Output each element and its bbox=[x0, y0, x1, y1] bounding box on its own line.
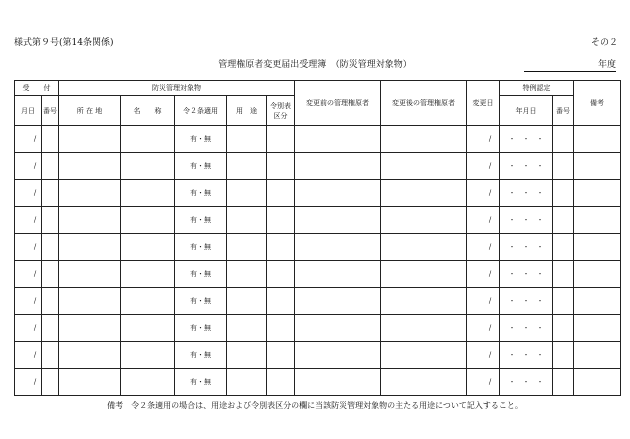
table-row bbox=[15, 234, 621, 261]
cell-remarks[interactable] bbox=[574, 126, 621, 153]
cell-change-date[interactable]: / bbox=[467, 126, 500, 153]
table-row bbox=[15, 369, 621, 396]
cell-prev-owner[interactable] bbox=[295, 369, 381, 396]
cell-remarks[interactable] bbox=[574, 288, 621, 315]
cell-special-date[interactable]: ・ ・ ・ bbox=[500, 288, 553, 315]
ledger-table bbox=[14, 80, 621, 396]
cell-number[interactable] bbox=[42, 207, 59, 234]
table-row bbox=[15, 261, 621, 288]
cell-usage[interactable] bbox=[227, 315, 267, 342]
cell-article2[interactable]: 有・無 bbox=[175, 369, 227, 396]
cell-change-date[interactable]: / bbox=[467, 261, 500, 288]
cell-location[interactable] bbox=[59, 315, 121, 342]
cell-usage[interactable] bbox=[227, 207, 267, 234]
group-header-row bbox=[15, 81, 621, 96]
cell-article2[interactable]: 有・無 bbox=[175, 207, 227, 234]
header-remarks: 備考 bbox=[574, 81, 621, 126]
cell-usage[interactable] bbox=[227, 342, 267, 369]
cell-usage[interactable] bbox=[227, 288, 267, 315]
header-special-approval: 特例認定 bbox=[500, 81, 574, 96]
cell-new-owner[interactable] bbox=[381, 234, 467, 261]
cell-usage-class[interactable] bbox=[267, 180, 295, 207]
cell-month-day[interactable]: / bbox=[15, 126, 42, 153]
cell-month-day[interactable]: / bbox=[15, 315, 42, 342]
cell-remarks[interactable] bbox=[574, 342, 621, 369]
cell-usage-class[interactable] bbox=[267, 288, 295, 315]
cell-prev-owner[interactable] bbox=[295, 126, 381, 153]
header-location: 所 在 地 bbox=[59, 96, 121, 126]
cell-special-number[interactable] bbox=[553, 207, 574, 234]
cell-month-day[interactable]: / bbox=[15, 261, 42, 288]
cell-prev-owner[interactable] bbox=[295, 234, 381, 261]
cell-article2[interactable]: 有・無 bbox=[175, 261, 227, 288]
cell-usage-class[interactable] bbox=[267, 369, 295, 396]
cell-special-number[interactable] bbox=[553, 288, 574, 315]
cell-prev-owner[interactable] bbox=[295, 153, 381, 180]
cell-special-number[interactable] bbox=[553, 153, 574, 180]
header-new-owner: 変更後の管理権原者 bbox=[381, 81, 467, 126]
cell-location[interactable] bbox=[59, 261, 121, 288]
cell-name[interactable] bbox=[121, 207, 175, 234]
cell-special-number[interactable] bbox=[553, 126, 574, 153]
footnote: 備考 令２条適用の場合は、用途および令別表区分の欄に当該防災管理対象物の主たる用途について記入すること。 bbox=[107, 401, 523, 410]
cell-special-number[interactable] bbox=[553, 261, 574, 288]
cell-number[interactable] bbox=[42, 315, 59, 342]
cell-usage-class[interactable] bbox=[267, 234, 295, 261]
cell-new-owner[interactable] bbox=[381, 126, 467, 153]
cell-new-owner[interactable] bbox=[381, 153, 467, 180]
header-change-date: 変更日 bbox=[467, 81, 500, 126]
cell-remarks[interactable] bbox=[574, 315, 621, 342]
cell-change-date[interactable]: / bbox=[467, 288, 500, 315]
cell-special-date[interactable]: ・ ・ ・ bbox=[500, 342, 553, 369]
cell-number[interactable] bbox=[42, 153, 59, 180]
cell-prev-owner[interactable] bbox=[295, 261, 381, 288]
table-row bbox=[15, 180, 621, 207]
cell-special-number[interactable] bbox=[553, 342, 574, 369]
cell-article2[interactable]: 有・無 bbox=[175, 126, 227, 153]
table-row bbox=[15, 207, 621, 234]
cell-location[interactable] bbox=[59, 126, 121, 153]
cell-location[interactable] bbox=[59, 369, 121, 396]
cell-month-day[interactable]: / bbox=[15, 234, 42, 261]
cell-change-date[interactable]: / bbox=[467, 180, 500, 207]
cell-month-day[interactable]: / bbox=[15, 288, 42, 315]
cell-special-date[interactable]: ・ ・ ・ bbox=[500, 315, 553, 342]
cell-month-day[interactable]: / bbox=[15, 180, 42, 207]
cell-usage-class[interactable] bbox=[267, 153, 295, 180]
header-name: 名 称 bbox=[121, 96, 175, 126]
cell-number[interactable] bbox=[42, 369, 59, 396]
cell-new-owner[interactable] bbox=[381, 180, 467, 207]
header-target-building: 防災管理対象物 bbox=[59, 81, 295, 96]
table-row bbox=[15, 342, 621, 369]
cell-special-number[interactable] bbox=[553, 369, 574, 396]
cell-change-date[interactable]: / bbox=[467, 369, 500, 396]
table-row bbox=[15, 153, 621, 180]
cell-special-number[interactable] bbox=[553, 234, 574, 261]
cell-number[interactable] bbox=[42, 126, 59, 153]
cell-new-owner[interactable] bbox=[381, 369, 467, 396]
cell-name[interactable] bbox=[121, 342, 175, 369]
cell-number[interactable] bbox=[42, 261, 59, 288]
cell-special-date[interactable]: ・ ・ ・ bbox=[500, 369, 553, 396]
cell-location[interactable] bbox=[59, 234, 121, 261]
cell-usage-class[interactable] bbox=[267, 342, 295, 369]
cell-article2[interactable]: 有・無 bbox=[175, 315, 227, 342]
cell-name[interactable] bbox=[121, 126, 175, 153]
cell-month-day[interactable]: / bbox=[15, 369, 42, 396]
cell-usage-class[interactable] bbox=[267, 207, 295, 234]
cell-new-owner[interactable] bbox=[381, 288, 467, 315]
cell-name[interactable] bbox=[121, 153, 175, 180]
cell-month-day[interactable]: / bbox=[15, 207, 42, 234]
cell-change-date[interactable]: / bbox=[467, 207, 500, 234]
cell-remarks[interactable] bbox=[574, 234, 621, 261]
cell-usage[interactable] bbox=[227, 180, 267, 207]
header-prev-owner: 変更前の管理権原者 bbox=[295, 81, 381, 126]
cell-usage[interactable] bbox=[227, 369, 267, 396]
cell-usage-class[interactable] bbox=[267, 126, 295, 153]
cell-usage[interactable] bbox=[227, 153, 267, 180]
cell-prev-owner[interactable] bbox=[295, 342, 381, 369]
cell-change-date[interactable]: / bbox=[467, 342, 500, 369]
cell-usage[interactable] bbox=[227, 261, 267, 288]
cell-month-day[interactable]: / bbox=[15, 153, 42, 180]
cell-special-date[interactable]: ・ ・ ・ bbox=[500, 234, 553, 261]
cell-prev-owner[interactable] bbox=[295, 207, 381, 234]
cell-remarks[interactable] bbox=[574, 180, 621, 207]
cell-special-number[interactable] bbox=[553, 315, 574, 342]
page-label: その２ bbox=[590, 38, 618, 48]
cell-name[interactable] bbox=[121, 261, 175, 288]
cell-remarks[interactable] bbox=[574, 369, 621, 396]
header-usage-class: 令別表区分 bbox=[267, 96, 295, 126]
header-receipt: 受 付 bbox=[15, 81, 59, 96]
cell-location[interactable] bbox=[59, 207, 121, 234]
cell-special-date[interactable]: ・ ・ ・ bbox=[500, 207, 553, 234]
cell-location[interactable] bbox=[59, 342, 121, 369]
cell-change-date[interactable]: / bbox=[467, 315, 500, 342]
cell-special-date[interactable]: ・ ・ ・ bbox=[500, 153, 553, 180]
header-month-day: 月日 bbox=[15, 96, 42, 126]
table-row bbox=[15, 126, 621, 153]
cell-number[interactable] bbox=[42, 180, 59, 207]
cell-special-date[interactable]: ・ ・ ・ bbox=[500, 261, 553, 288]
cell-usage-class[interactable] bbox=[267, 315, 295, 342]
cell-location[interactable] bbox=[59, 288, 121, 315]
cell-number[interactable] bbox=[42, 288, 59, 315]
cell-prev-owner[interactable] bbox=[295, 315, 381, 342]
cell-new-owner[interactable] bbox=[381, 342, 467, 369]
cell-name[interactable] bbox=[121, 288, 175, 315]
header-special-number: 番号 bbox=[553, 96, 574, 126]
cell-number[interactable] bbox=[42, 342, 59, 369]
cell-article2[interactable]: 有・無 bbox=[175, 342, 227, 369]
header-special-date: 年月日 bbox=[500, 96, 553, 126]
cell-usage[interactable] bbox=[227, 126, 267, 153]
cell-new-owner[interactable] bbox=[381, 261, 467, 288]
cell-new-owner[interactable] bbox=[381, 207, 467, 234]
table-row bbox=[15, 315, 621, 342]
cell-month-day[interactable]: / bbox=[15, 342, 42, 369]
cell-name[interactable] bbox=[121, 315, 175, 342]
cell-remarks[interactable] bbox=[574, 153, 621, 180]
cell-article2[interactable]: 有・無 bbox=[175, 153, 227, 180]
cell-special-number[interactable] bbox=[553, 180, 574, 207]
cell-new-owner[interactable] bbox=[381, 315, 467, 342]
cell-remarks[interactable] bbox=[574, 261, 621, 288]
cell-usage[interactable] bbox=[227, 234, 267, 261]
cell-remarks[interactable] bbox=[574, 207, 621, 234]
fiscal-year-field[interactable]: 年度 bbox=[524, 57, 616, 72]
form-number: 様式第９号(第14条関係) bbox=[14, 38, 114, 48]
cell-name[interactable] bbox=[121, 369, 175, 396]
cell-article2[interactable]: 有・無 bbox=[175, 288, 227, 315]
cell-prev-owner[interactable] bbox=[295, 180, 381, 207]
cell-prev-owner[interactable] bbox=[295, 288, 381, 315]
header-number: 番号 bbox=[42, 96, 59, 126]
cell-article2[interactable]: 有・無 bbox=[175, 234, 227, 261]
cell-change-date[interactable]: / bbox=[467, 234, 500, 261]
cell-name[interactable] bbox=[121, 180, 175, 207]
table-row bbox=[15, 288, 621, 315]
cell-special-date[interactable]: ・ ・ ・ bbox=[500, 126, 553, 153]
cell-location[interactable] bbox=[59, 153, 121, 180]
cell-special-date[interactable]: ・ ・ ・ bbox=[500, 180, 553, 207]
cell-change-date[interactable]: / bbox=[467, 153, 500, 180]
cell-article2[interactable]: 有・無 bbox=[175, 180, 227, 207]
header-article2: 令２条適用 bbox=[175, 96, 227, 126]
header-usage: 用 途 bbox=[227, 96, 267, 126]
cell-number[interactable] bbox=[42, 234, 59, 261]
cell-location[interactable] bbox=[59, 180, 121, 207]
document-title: 管理権原者変更届出受理簿 （防災管理対象物） bbox=[218, 60, 412, 70]
cell-usage-class[interactable] bbox=[267, 261, 295, 288]
cell-name[interactable] bbox=[121, 234, 175, 261]
